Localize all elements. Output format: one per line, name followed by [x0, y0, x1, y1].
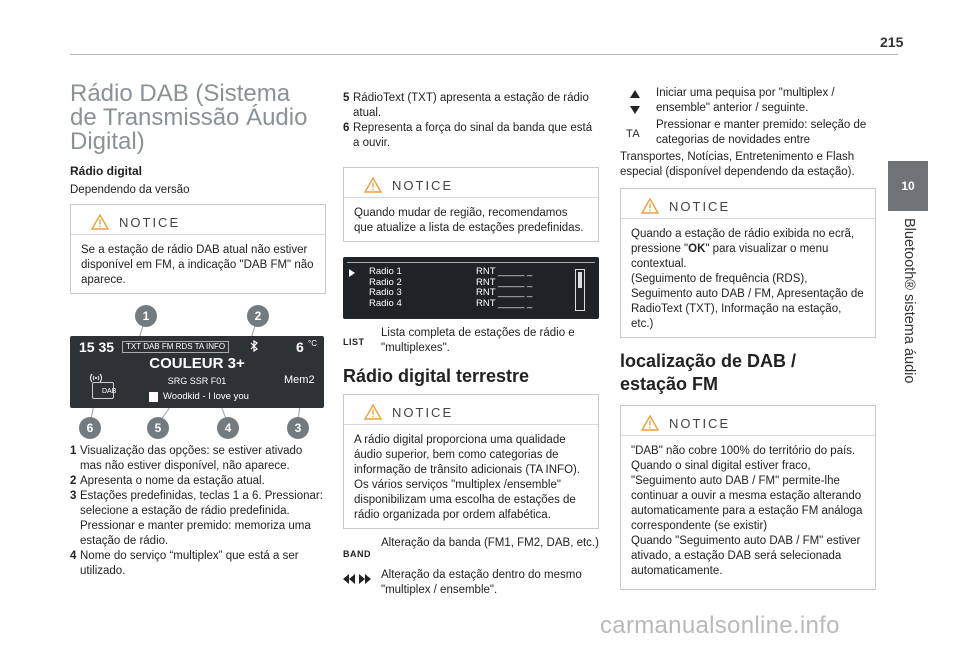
band-button-icon: BAND	[343, 549, 371, 559]
list-button-icon: LIST	[343, 337, 365, 347]
list-item: 1 Visualização das opções: se estiver ativado mas não estiver disponível, não aparece.	[70, 445, 303, 472]
notice-title: NOTICE	[119, 215, 181, 230]
chapter-tab[interactable]: 10	[888, 161, 928, 211]
notice-text: Quando a estação de rádio exibida no ecrã, pressione "OK" para visualizar o menu contextual. (Seguimento de frequência (RDS), Seguimento auto DAB / FM, Apresentação de RadioText (TXT), Informação na estação, etc.)	[631, 228, 864, 330]
screen-temperature: 6	[296, 339, 304, 355]
section-heading: Rádio DAB (Sistema de Transmissão Áudio Digital)	[70, 80, 308, 155]
legend-list	[70, 444, 326, 579]
selection-arrow-icon	[349, 269, 355, 277]
list-item: 5 RádioText (TXT) apresenta a estação de rádio atual.	[343, 92, 589, 119]
notice-title: NOTICE	[392, 178, 454, 193]
warning-icon	[91, 214, 109, 230]
bluetooth-icon	[248, 340, 260, 352]
ta-button-icon: TA	[626, 128, 641, 140]
warning-icon	[364, 404, 382, 420]
dab-badge: DAB	[92, 382, 114, 399]
warning-icon	[641, 415, 659, 431]
ta-description-first: Pressionar e manter premido: seleção de categorias de novidades entre	[656, 119, 867, 146]
callout-3: 3	[287, 417, 309, 439]
ta-row	[620, 118, 878, 150]
ta-description-rest: Transportes, Notícias, Entretenimento e Flash especial (disponível dependendo da estação).	[620, 151, 855, 178]
notice-box	[620, 405, 876, 590]
radio-frequencies: RNT _____ _ RNT _____ _ RNT _____ _ RNT _____ _	[476, 266, 533, 309]
section-heading: localização de DAB / estação FM	[620, 351, 797, 394]
radiotext-icon	[149, 392, 158, 402]
notice-title: NOTICE	[669, 199, 731, 214]
station-name: COULEUR 3+	[149, 355, 245, 372]
subheading: Rádio digital	[70, 164, 142, 178]
list-item: 6 Representa a força do sinal da banda que está a ouvir.	[343, 122, 593, 149]
notice-text: "DAB" não cobre 100% do território do país. Quando o sinal digital estiver fraco, "Seguimento auto DAB / FM" permite-lhe continuar a ouvir a mesma estação alterando automaticamente para a estação FM análoga correspondente (se existir) Quando "Seguimento auto DAB / FM" estiver ativado, a estação DAB será selecionada automaticamente.	[631, 445, 863, 577]
notice-text: Quando mudar de região, recomendamos que atualize a lista de estações predefinidas.	[354, 207, 584, 234]
section-heading: Rádio digital terrestre	[343, 366, 530, 386]
callout-2: 2	[247, 305, 269, 327]
notice-text: A rádio digital proporciona uma qualidade áudio superior, bem como categorias de informação de trânsito adicionais (TA INFO). Os vários serviços "multiplex /ensemble" disponibilizam uma escolha de estações de rádio organizada por ordem alfabética.	[354, 434, 581, 521]
up-down-arrows-icon	[630, 90, 640, 114]
screen-time: 15 35	[79, 339, 115, 355]
notice-box	[343, 394, 599, 529]
ensemble-name: SRG SSR F01	[167, 376, 227, 386]
notice-title: NOTICE	[669, 416, 731, 431]
intro-text: Dependendo da versão	[70, 184, 190, 196]
memory-slot: Mem2	[284, 374, 315, 386]
scrollbar-thumb[interactable]	[578, 272, 582, 288]
header-rule	[70, 54, 898, 55]
notice-box	[343, 167, 599, 242]
scrollbar[interactable]	[575, 269, 585, 311]
status-bar: TXT DAB FM RDS TA INFO	[122, 341, 229, 353]
callout-5: 5	[147, 417, 169, 439]
station-list-screen	[343, 257, 599, 319]
list-item: 4 Nome do serviço “multiplex” que está a ser utilizado.	[70, 550, 299, 577]
radio-screen	[70, 336, 324, 408]
chapter-title: Bluetooth® sistema áudio	[901, 218, 917, 384]
band-description: Alteração da banda (FM1, FM2, DAB, etc.)	[381, 537, 599, 549]
warning-icon	[364, 177, 382, 193]
notice-text: Se a estação de rádio DAB atual não estiver disponível em FM, a indicação "DAB FM" não aparece.	[81, 244, 314, 286]
list-item: 3 Estações predefinidas, teclas 1 a 6. Pressionar: selecione a estação de rádio predefinida. Pressionar e manter premido: memoriza uma estação de rádio.	[70, 490, 323, 547]
callout-6: 6	[79, 417, 101, 439]
callout-4: 4	[217, 417, 239, 439]
temperature-unit: °C	[308, 339, 317, 348]
radiotext: Woodkid - I love you	[163, 391, 249, 402]
notice-box	[620, 188, 876, 338]
legend-list-continued	[343, 91, 601, 151]
list-item: 2 Apresenta o nome da estação atual.	[70, 475, 265, 487]
arrows-row	[343, 568, 599, 600]
warning-icon	[641, 198, 659, 214]
list-row	[343, 326, 599, 358]
notice-title: NOTICE	[392, 405, 454, 420]
notice-box	[70, 204, 326, 294]
callout-1: 1	[135, 305, 157, 327]
page-number: 215	[880, 34, 904, 50]
band-row	[343, 536, 599, 568]
up-down-description: Iniciar uma pequisa por "multiplex / ensemble" anterior / seguinte.	[656, 87, 835, 114]
left-right-arrows-icon	[343, 574, 371, 584]
arrows-description: Alteração da estação dentro do mesmo "multiplex / ensemble".	[381, 569, 582, 596]
list-description: Lista completa de estações de rádio e "multiplexes".	[381, 327, 575, 354]
radio-names: Radio 1 Radio 2 Radio 3 Radio 4	[369, 266, 402, 309]
watermark: carmanualsonline.info	[600, 612, 840, 639]
column-1	[70, 82, 330, 154]
up-down-row	[620, 86, 878, 120]
